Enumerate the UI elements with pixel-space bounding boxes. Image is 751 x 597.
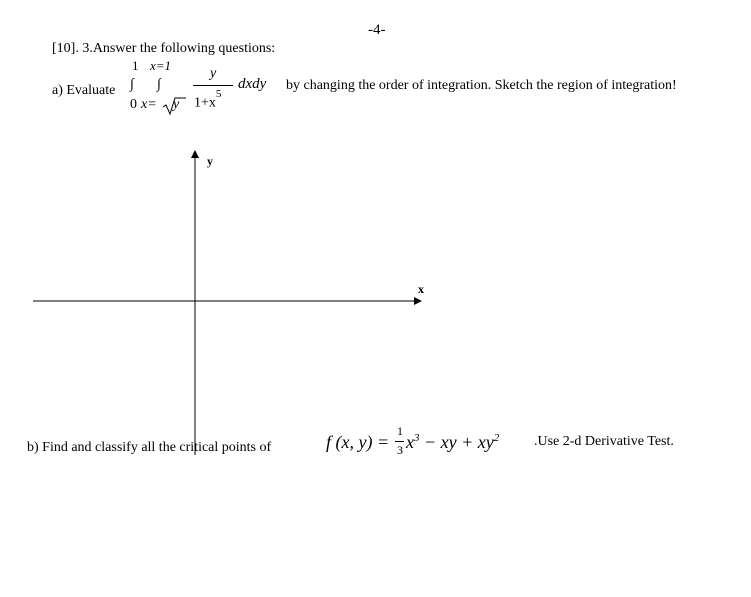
question-header: [10]. 3.Answer the following questions: xyxy=(52,41,276,56)
outer-integral-sign: ∫ xyxy=(130,77,134,92)
part-a-instruction: by changing the order of integration. Sketch the region of integration! xyxy=(286,78,677,93)
y-axis-label: y xyxy=(207,154,213,168)
part-b-instruction: .Use 2-d Derivative Test. xyxy=(534,434,674,449)
term-rest-exponent: 2 xyxy=(493,432,500,444)
function-lhs: f (x, y) = xyxy=(326,432,390,452)
inner-upper-limit: x=1 xyxy=(150,58,172,73)
fraction-bar-b xyxy=(395,441,404,442)
inner-lower-limit-text: x= xyxy=(141,97,157,112)
outer-upper-limit: 1 xyxy=(132,58,139,73)
term-x-exponent: 3 xyxy=(414,432,420,444)
fraction-numerator: 1 xyxy=(397,424,403,438)
denominator-exponent: 5 xyxy=(215,88,222,100)
function-rhs xyxy=(406,432,499,453)
inner-integral-sign: ∫ xyxy=(157,77,161,92)
page-number: -4- xyxy=(368,22,386,38)
part-a-label: a) Evaluate xyxy=(52,83,116,98)
fraction-denominator: 3 xyxy=(397,443,403,457)
integrand-numerator: y xyxy=(210,66,217,81)
term-rest: − xy + xy xyxy=(419,432,494,452)
x-axis-label: x xyxy=(418,282,424,296)
sqrt-argument: y xyxy=(173,97,180,112)
part-b-label: b) Find and classify all the critical points of xyxy=(27,440,272,455)
denominator-base: 1+x xyxy=(194,95,216,111)
outer-lower-limit: 0 xyxy=(130,97,137,112)
term-x: x xyxy=(406,432,414,452)
differential: dxdy xyxy=(238,76,267,92)
